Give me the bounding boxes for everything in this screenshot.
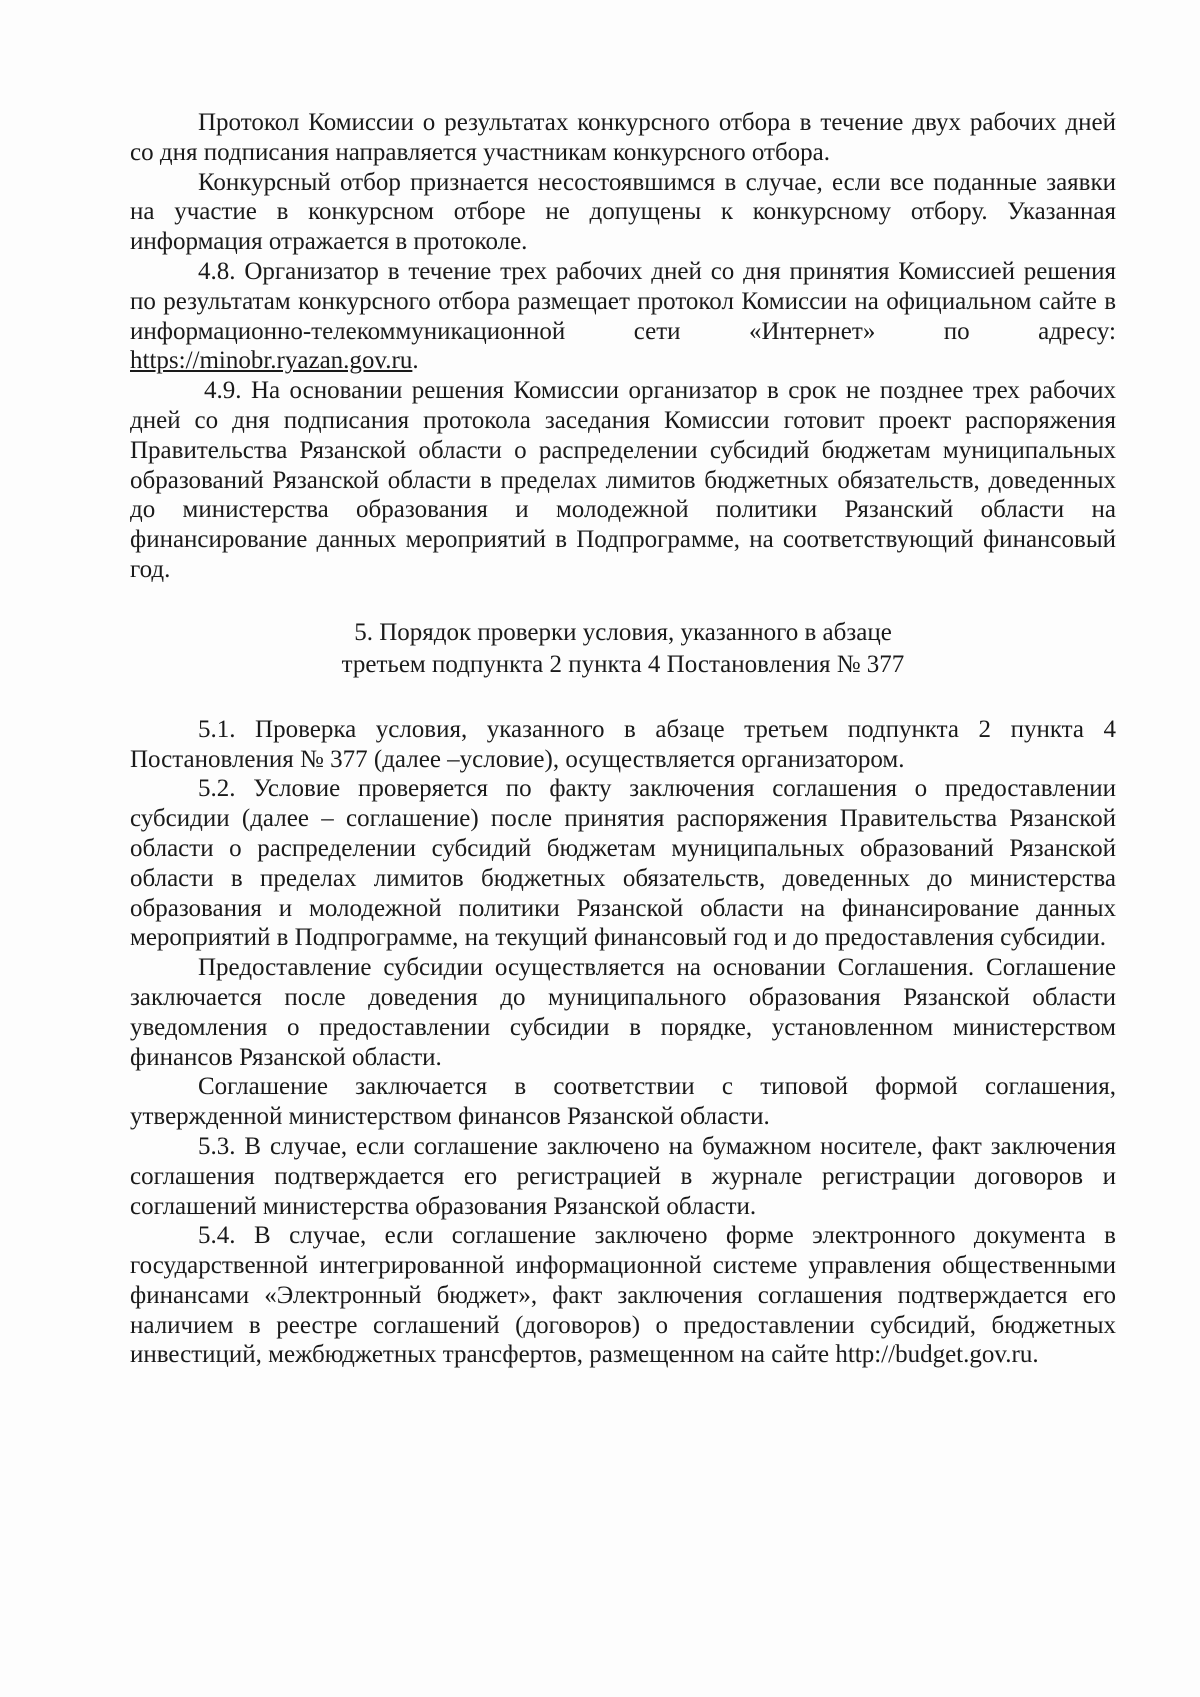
section-5-title-line-2: третьем подпункта 2 пункта 4 Постановления № 377 [341, 650, 905, 678]
paragraph-5-1: 5.1. Проверка условия, указанного в абзаце третьем подпункта 2 пункта 4 Постановления № 377 (далее –условие), осуществляется организатором. [130, 715, 1116, 773]
paragraph-5-3: 5.3. В случае, если соглашение заключено на бумажном носителе, факт заключения соглашения подтверждается его регистрацией в журнале регистрации договоров и соглашений министерства образования Рязанской области. [130, 1132, 1116, 1220]
ministry-website-link[interactable]: https://minobr.ryazan.gov.ru [130, 347, 413, 375]
paragraph-5-4: 5.4. В случае, если соглашение заключено форме электронного документа в государственной интегрированной информационной системе управления общественными финансами «Электронный бюджет», факт заключения соглашения подтверждается его наличием в реестре соглашений (договоров) о предоставлении субсидий, бюджетных инвестиций, межбюджетных трансфертов, размещенном на сайте http://budget.gov.ru. [130, 1222, 1116, 1369]
paragraph-subsidy-basis: Предоставление субсидии осуществляется на основании Соглашения. Соглашение заключается после доведения до муниципального образования Рязанской области уведомления о предоставлении субсидии в порядке, установленном министерством финансов Рязанской области. [130, 954, 1116, 1071]
paragraph-4-8-end: . [412, 347, 419, 375]
spacer [130, 681, 1116, 715]
paragraph-4-9: 4.9. На основании решения Комиссии организатор в срок не позднее трех рабочих дней со дня подписания протокола заседания Комиссии готовит проект распоряжения Правительства Рязанской области о распределении субсидий бюджетам муниципальных образований Рязанской области в пределах лимитов бюджетных обязательств, доведенных до министерства образования и молодежной политики Рязанский области на финансирование данных мероприятий в Подпрограмме, на соответствующий финансовый год. [130, 377, 1116, 583]
paragraph-protocol-notice: Протокол Комиссии о результатах конкурсного отбора в течение двух рабочих дней со дня подписания направляется участникам конкурсного отбора. [130, 109, 1116, 166]
paragraph-5-2: 5.2. Условие проверяется по факту заключения соглашения о предоставлении субсидии (далее – соглашение) после принятия распоряжения Правительства Рязанской области о распределении субсидий бюджетам муниципальных образований Рязанской области в пределах лимитов бюджетных обязательств, доведенных до министерства образования и молодежной политики Рязанской области на финансирование данных мероприятий в Подпрограмме, на текущий финансовый год и до предоставления субсидии. [130, 775, 1116, 952]
paragraph-standard-form: Соглашение заключается в соответствии с типовой формой соглашения, утвержденной министерством финансов Рязанской области. [130, 1073, 1116, 1131]
section-5-title-line-1: 5. Порядок проверки условия, указанного в абзаце [354, 618, 892, 646]
document-body [130, 108, 1116, 1370]
spacer [130, 585, 1116, 617]
paragraph-selection-failed: Конкурсный отбор признается несостоявшимся в случае, если все поданные заявки на участие в конкурсном отборе не допущены к конкурсному отбору. Указанная информация отражается в протоколе. [130, 168, 1116, 256]
paragraph-4-8 [130, 257, 1116, 376]
paragraph-4-8-text: 4.8. Организатор в течение трех рабочих дней со дня принятия Комиссией решения по результатам конкурсного отбора размещает протокол Комиссии на официальном сайте в информационно-телекоммуникационной сети «Интернет» по адресу: [130, 257, 1116, 345]
